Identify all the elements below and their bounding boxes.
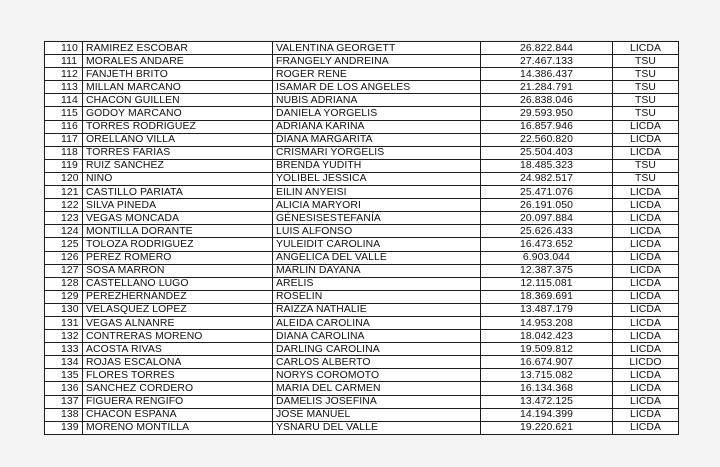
surname-cell: SILVA PINEDA — [83, 199, 273, 212]
row-number: 115 — [45, 107, 83, 120]
table-row — [45, 421, 679, 434]
degree-cell: LICDA — [613, 421, 679, 434]
given-names-cell: ADRIANA KARINA — [273, 120, 481, 133]
row-number: 139 — [45, 421, 83, 434]
id-number-cell: 13.472.125 — [481, 395, 613, 408]
id-number-cell: 26.822.844 — [481, 42, 613, 55]
given-names-cell: ANGELICA DEL VALLE — [273, 251, 481, 264]
row-number: 126 — [45, 251, 83, 264]
document-page — [44, 41, 678, 434]
surname-cell: CASTILLO PARIATA — [83, 186, 273, 199]
table-row — [45, 212, 679, 225]
row-number: 121 — [45, 186, 83, 199]
surname-cell: PÉREZ ROMERO — [83, 251, 273, 264]
degree-cell: LICDA — [613, 264, 679, 277]
surname-cell: GODOY MARCANO — [83, 107, 273, 120]
id-number-cell: 24.982.517 — [481, 172, 613, 185]
table-row — [45, 199, 679, 212]
id-number-cell: 16.473.652 — [481, 238, 613, 251]
given-names-cell: CRISMARI YORGELIS — [273, 146, 481, 159]
degree-cell: LICDA — [613, 120, 679, 133]
id-number-cell: 19.509.812 — [481, 343, 613, 356]
table-row — [45, 238, 679, 251]
given-names-cell: ROGER RENE — [273, 68, 481, 81]
surname-cell: FANJETH BRITO — [83, 68, 273, 81]
row-number: 131 — [45, 316, 83, 329]
row-number: 113 — [45, 81, 83, 94]
row-number: 118 — [45, 146, 83, 159]
id-number-cell: 25.626.433 — [481, 225, 613, 238]
id-number-cell: 25.471.076 — [481, 186, 613, 199]
surname-cell: VEGAS MONCADA — [83, 212, 273, 225]
row-number: 124 — [45, 225, 83, 238]
table-row — [45, 133, 679, 146]
degree-cell: LICDA — [613, 290, 679, 303]
id-number-cell: 6.903.044 — [481, 251, 613, 264]
roster-table-body — [45, 42, 679, 435]
id-number-cell: 18.042.423 — [481, 330, 613, 343]
surname-cell: MONTILLA DORANTE — [83, 225, 273, 238]
degree-cell: LICDA — [613, 330, 679, 343]
table-row — [45, 277, 679, 290]
given-names-cell: LUIS ALFONSO — [273, 225, 481, 238]
surname-cell: ORELLANO VILLA — [83, 133, 273, 146]
row-number: 112 — [45, 68, 83, 81]
id-number-cell: 12.387.375 — [481, 264, 613, 277]
table-row — [45, 81, 679, 94]
row-number: 134 — [45, 356, 83, 369]
id-number-cell: 14.386.437 — [481, 68, 613, 81]
table-row — [45, 264, 679, 277]
surname-cell: RAMIREZ ESCOBAR — [83, 42, 273, 55]
table-row — [45, 395, 679, 408]
id-number-cell: 20.097.884 — [481, 212, 613, 225]
id-number-cell: 27.467.133 — [481, 55, 613, 68]
row-number: 132 — [45, 330, 83, 343]
surname-cell: MORENO MONTILLA — [83, 421, 273, 434]
row-number: 123 — [45, 212, 83, 225]
row-number: 136 — [45, 382, 83, 395]
degree-cell: LICDA — [613, 369, 679, 382]
degree-cell: LICDA — [613, 42, 679, 55]
table-row — [45, 107, 679, 120]
degree-cell: LICDA — [613, 212, 679, 225]
table-row — [45, 42, 679, 55]
row-number: 120 — [45, 172, 83, 185]
table-row — [45, 343, 679, 356]
degree-cell: LICDA — [613, 303, 679, 316]
degree-cell: LICDA — [613, 238, 679, 251]
table-row — [45, 382, 679, 395]
id-number-cell: 21.284.791 — [481, 81, 613, 94]
row-number: 125 — [45, 238, 83, 251]
row-number: 110 — [45, 42, 83, 55]
given-names-cell: YOLIBEL JESSICA — [273, 172, 481, 185]
table-row — [45, 146, 679, 159]
surname-cell: SANCHEZ CORDERO — [83, 382, 273, 395]
given-names-cell: VALENTINA GEORGETT — [273, 42, 481, 55]
given-names-cell: FRANGELY ANDREINA — [273, 55, 481, 68]
id-number-cell: 16.857.946 — [481, 120, 613, 133]
degree-cell: TSU — [613, 81, 679, 94]
given-names-cell: EILIN ANYEISI — [273, 186, 481, 199]
surname-cell: ROJAS ESCALONA — [83, 356, 273, 369]
surname-cell: CASTELLANO LUGO — [83, 277, 273, 290]
degree-cell: TSU — [613, 107, 679, 120]
given-names-cell: DAMELIS JOSEFINA — [273, 395, 481, 408]
given-names-cell: ALICIA MARYORI — [273, 199, 481, 212]
row-number: 122 — [45, 199, 83, 212]
table-row — [45, 94, 679, 107]
table-row — [45, 290, 679, 303]
id-number-cell: 16.134.368 — [481, 382, 613, 395]
given-names-cell: JOSE MANUEL — [273, 408, 481, 421]
surname-cell: MILLAN MARCANO — [83, 81, 273, 94]
degree-cell: LICDA — [613, 251, 679, 264]
surname-cell: FIGUERA RENGIFO — [83, 395, 273, 408]
id-number-cell: 18.485.323 — [481, 159, 613, 172]
table-row — [45, 303, 679, 316]
row-number: 114 — [45, 94, 83, 107]
degree-cell: LICDA — [613, 408, 679, 421]
surname-cell: NIÑO — [83, 172, 273, 185]
degree-cell: LICDA — [613, 277, 679, 290]
id-number-cell: 25.504.403 — [481, 146, 613, 159]
row-number: 138 — [45, 408, 83, 421]
table-row — [45, 251, 679, 264]
degree-cell: TSU — [613, 94, 679, 107]
given-names-cell: MARLIN DAYANA — [273, 264, 481, 277]
degree-cell: LICDO — [613, 356, 679, 369]
table-row — [45, 316, 679, 329]
table-row — [45, 356, 679, 369]
row-number: 128 — [45, 277, 83, 290]
degree-cell: LICDA — [613, 316, 679, 329]
surname-cell: ACOSTA RIVAS — [83, 343, 273, 356]
surname-cell: TORRES RODRÍGUEZ — [83, 120, 273, 133]
given-names-cell: ALEIDA CAROLINA — [273, 316, 481, 329]
given-names-cell: RAIZZA NATHALIE — [273, 303, 481, 316]
surname-cell: VELASQUEZ LOPEZ — [83, 303, 273, 316]
row-number: 133 — [45, 343, 83, 356]
id-number-cell: 26.838.046 — [481, 94, 613, 107]
surname-cell: VEGAS ALNANRE — [83, 316, 273, 329]
surname-cell: RUIZ SANCHEZ — [83, 159, 273, 172]
id-number-cell: 29.593.950 — [481, 107, 613, 120]
id-number-cell: 14.194.399 — [481, 408, 613, 421]
id-number-cell: 18.369.691 — [481, 290, 613, 303]
surname-cell: PÉREZHERNÁNDEZ — [83, 290, 273, 303]
given-names-cell: ARELIS — [273, 277, 481, 290]
given-names-cell: GÉNESISESTEFANÍA — [273, 212, 481, 225]
given-names-cell: DARLING CAROLINA — [273, 343, 481, 356]
given-names-cell: YULEIDIT CAROLINA — [273, 238, 481, 251]
given-names-cell: MARIA DEL CARMEN — [273, 382, 481, 395]
roster-table — [44, 41, 679, 435]
id-number-cell: 12.115.081 — [481, 277, 613, 290]
row-number: 129 — [45, 290, 83, 303]
row-number: 117 — [45, 133, 83, 146]
degree-cell: LICDA — [613, 146, 679, 159]
table-row — [45, 369, 679, 382]
row-number: 119 — [45, 159, 83, 172]
surname-cell: CONTRERAS MORENO — [83, 330, 273, 343]
degree-cell: LICDA — [613, 395, 679, 408]
table-row — [45, 120, 679, 133]
given-names-cell: BRENDA YUDITH — [273, 159, 481, 172]
row-number: 130 — [45, 303, 83, 316]
id-number-cell: 19.220.621 — [481, 421, 613, 434]
degree-cell: LICDA — [613, 382, 679, 395]
surname-cell: CHACON ESPAÑA — [83, 408, 273, 421]
table-row — [45, 186, 679, 199]
degree-cell: TSU — [613, 159, 679, 172]
degree-cell: LICDA — [613, 186, 679, 199]
surname-cell: MORALES ANDARE — [83, 55, 273, 68]
given-names-cell: DIANA MARGARITA — [273, 133, 481, 146]
degree-cell: LICDA — [613, 133, 679, 146]
given-names-cell: ROSELIN — [273, 290, 481, 303]
id-number-cell: 13.715.082 — [481, 369, 613, 382]
surname-cell: FLORES TORRES — [83, 369, 273, 382]
given-names-cell: DANIELA YORGELIS — [273, 107, 481, 120]
id-number-cell: 13.487.179 — [481, 303, 613, 316]
surname-cell: TOLOZA RODRIGUEZ — [83, 238, 273, 251]
surname-cell: TORRES FARÍAS — [83, 146, 273, 159]
id-number-cell: 14.953.208 — [481, 316, 613, 329]
degree-cell: TSU — [613, 55, 679, 68]
table-row — [45, 408, 679, 421]
degree-cell: TSU — [613, 68, 679, 81]
table-row — [45, 55, 679, 68]
table-row — [45, 330, 679, 343]
given-names-cell: CARLOS ALBERTO — [273, 356, 481, 369]
degree-cell: LICDA — [613, 199, 679, 212]
id-number-cell: 22.560.820 — [481, 133, 613, 146]
table-row — [45, 172, 679, 185]
row-number: 111 — [45, 55, 83, 68]
id-number-cell: 26.191.050 — [481, 199, 613, 212]
given-names-cell: YSNARU DEL VALLE — [273, 421, 481, 434]
surname-cell: SOSA MARRÓN — [83, 264, 273, 277]
given-names-cell: DIANA CAROLINA — [273, 330, 481, 343]
table-row — [45, 68, 679, 81]
row-number: 116 — [45, 120, 83, 133]
id-number-cell: 16.674.907 — [481, 356, 613, 369]
degree-cell: LICDA — [613, 343, 679, 356]
table-row — [45, 225, 679, 238]
row-number: 127 — [45, 264, 83, 277]
degree-cell: LICDA — [613, 225, 679, 238]
degree-cell: TSU — [613, 172, 679, 185]
given-names-cell: NORYS COROMOTO — [273, 369, 481, 382]
given-names-cell: ISAMAR DE LOS ANGELES — [273, 81, 481, 94]
row-number: 135 — [45, 369, 83, 382]
table-row — [45, 159, 679, 172]
row-number: 137 — [45, 395, 83, 408]
surname-cell: CHACON GUILLEN — [83, 94, 273, 107]
given-names-cell: NUBIS ADRIANA — [273, 94, 481, 107]
